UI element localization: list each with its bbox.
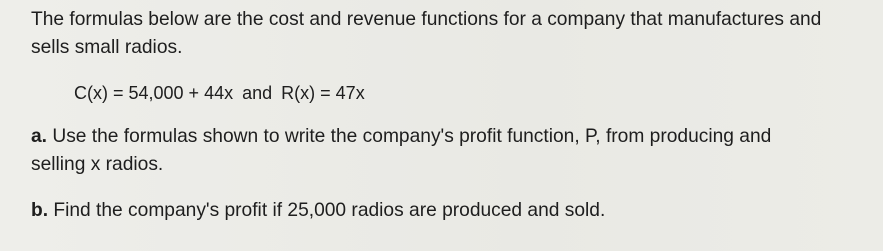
formula-connector: and <box>242 83 273 103</box>
part-a-label: a. <box>31 126 48 147</box>
part-a-text: Use the formulas shown to write the company's profit function, P, from producing and <box>47 126 772 147</box>
part-a-line-1 <box>31 126 771 148</box>
intro-line-1: The formulas below are the cost and revenue functions for a company that manufactures and <box>31 9 822 30</box>
intro-line-2: sells small radios. <box>31 37 183 58</box>
formula-line <box>74 82 365 104</box>
revenue-function: R(x) = 47x <box>281 83 365 103</box>
cost-function: C(x) = 54,000 + 44x <box>74 83 234 103</box>
part-b-text: Find the company's profit if 25,000 radios are produced and sold. <box>48 200 606 221</box>
part-b-line <box>31 200 605 222</box>
part-a-line-2: selling x radios. <box>31 154 164 175</box>
part-b-label: b. <box>31 200 49 221</box>
